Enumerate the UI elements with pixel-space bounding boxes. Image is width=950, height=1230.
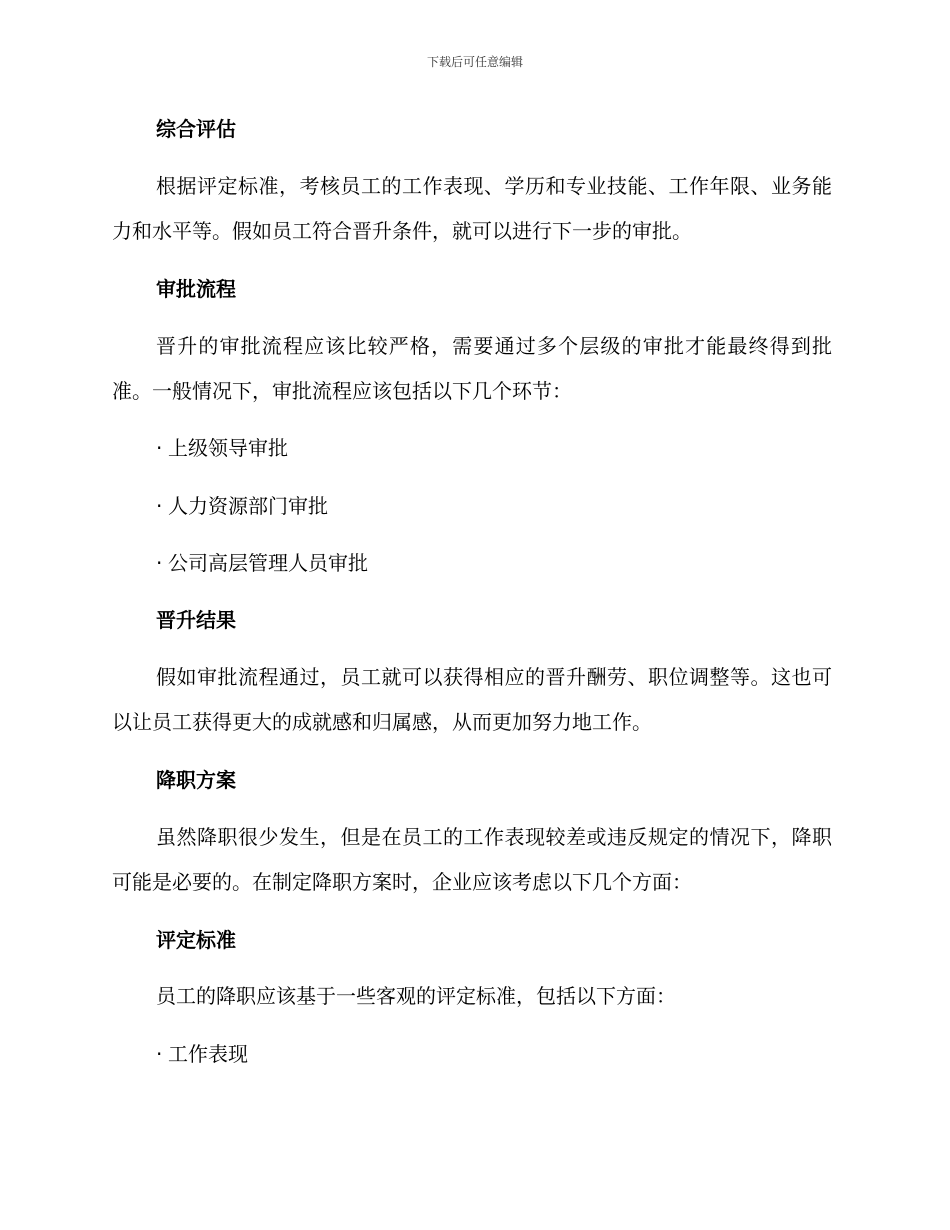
- paragraph-evaluation: 根据评定标准，考核员工的工作表现、学历和专业技能、工作年限、业务能力和水平等。假如员工符合晋升条件，就可以进行下一步的审批。: [112, 174, 832, 243]
- section-heading-comprehensive-evaluation: 综合评估: [156, 117, 236, 141]
- paragraph-promotion-result: 假如审批流程通过，员工就可以获得相应的晋升酬劳、职位调整等。这也可以让员工获得更大的成就感和归属感，从而更加努力地工作。: [112, 665, 832, 734]
- section-heading-demotion-plan: 降职方案: [156, 768, 236, 792]
- list-item-label: 工作表现: [168, 1042, 248, 1066]
- paragraph-criteria: 员工的降职应该基于一些客观的评定标准，包括以下方面：: [156, 984, 676, 1008]
- list-item: [156, 1040, 248, 1068]
- list-item-label: 人力资源部门审批: [168, 494, 328, 518]
- section-heading-evaluation-criteria: 评定标准: [156, 928, 236, 952]
- paragraph-approval: 晋升的审批流程应该比较严格，需要通过多个层级的审批才能最终得到批准。一般情况下，审批流程应该包括以下几个环节：: [112, 334, 832, 403]
- list-item: [156, 434, 288, 462]
- section-heading-approval-process: 审批流程: [156, 277, 236, 301]
- bullet-icon: ·: [156, 551, 163, 575]
- list-item-label: 公司高层管理人员审批: [168, 551, 368, 575]
- list-item: [156, 492, 328, 520]
- bullet-icon: ·: [156, 436, 163, 460]
- bullet-icon: ·: [156, 1042, 163, 1066]
- page-header: 下载后可任意编辑: [426, 55, 523, 69]
- bullet-icon: ·: [156, 494, 163, 518]
- section-heading-promotion-result: 晋升结果: [156, 608, 236, 632]
- list-item: [156, 549, 368, 577]
- paragraph-demotion: 虽然降职很少发生，但是在员工的工作表现较差或违反规定的情况下，降职可能是必要的。在制定降职方案时，企业应该考虑以下几个方面：: [112, 825, 832, 894]
- list-item-label: 上级领导审批: [168, 436, 288, 460]
